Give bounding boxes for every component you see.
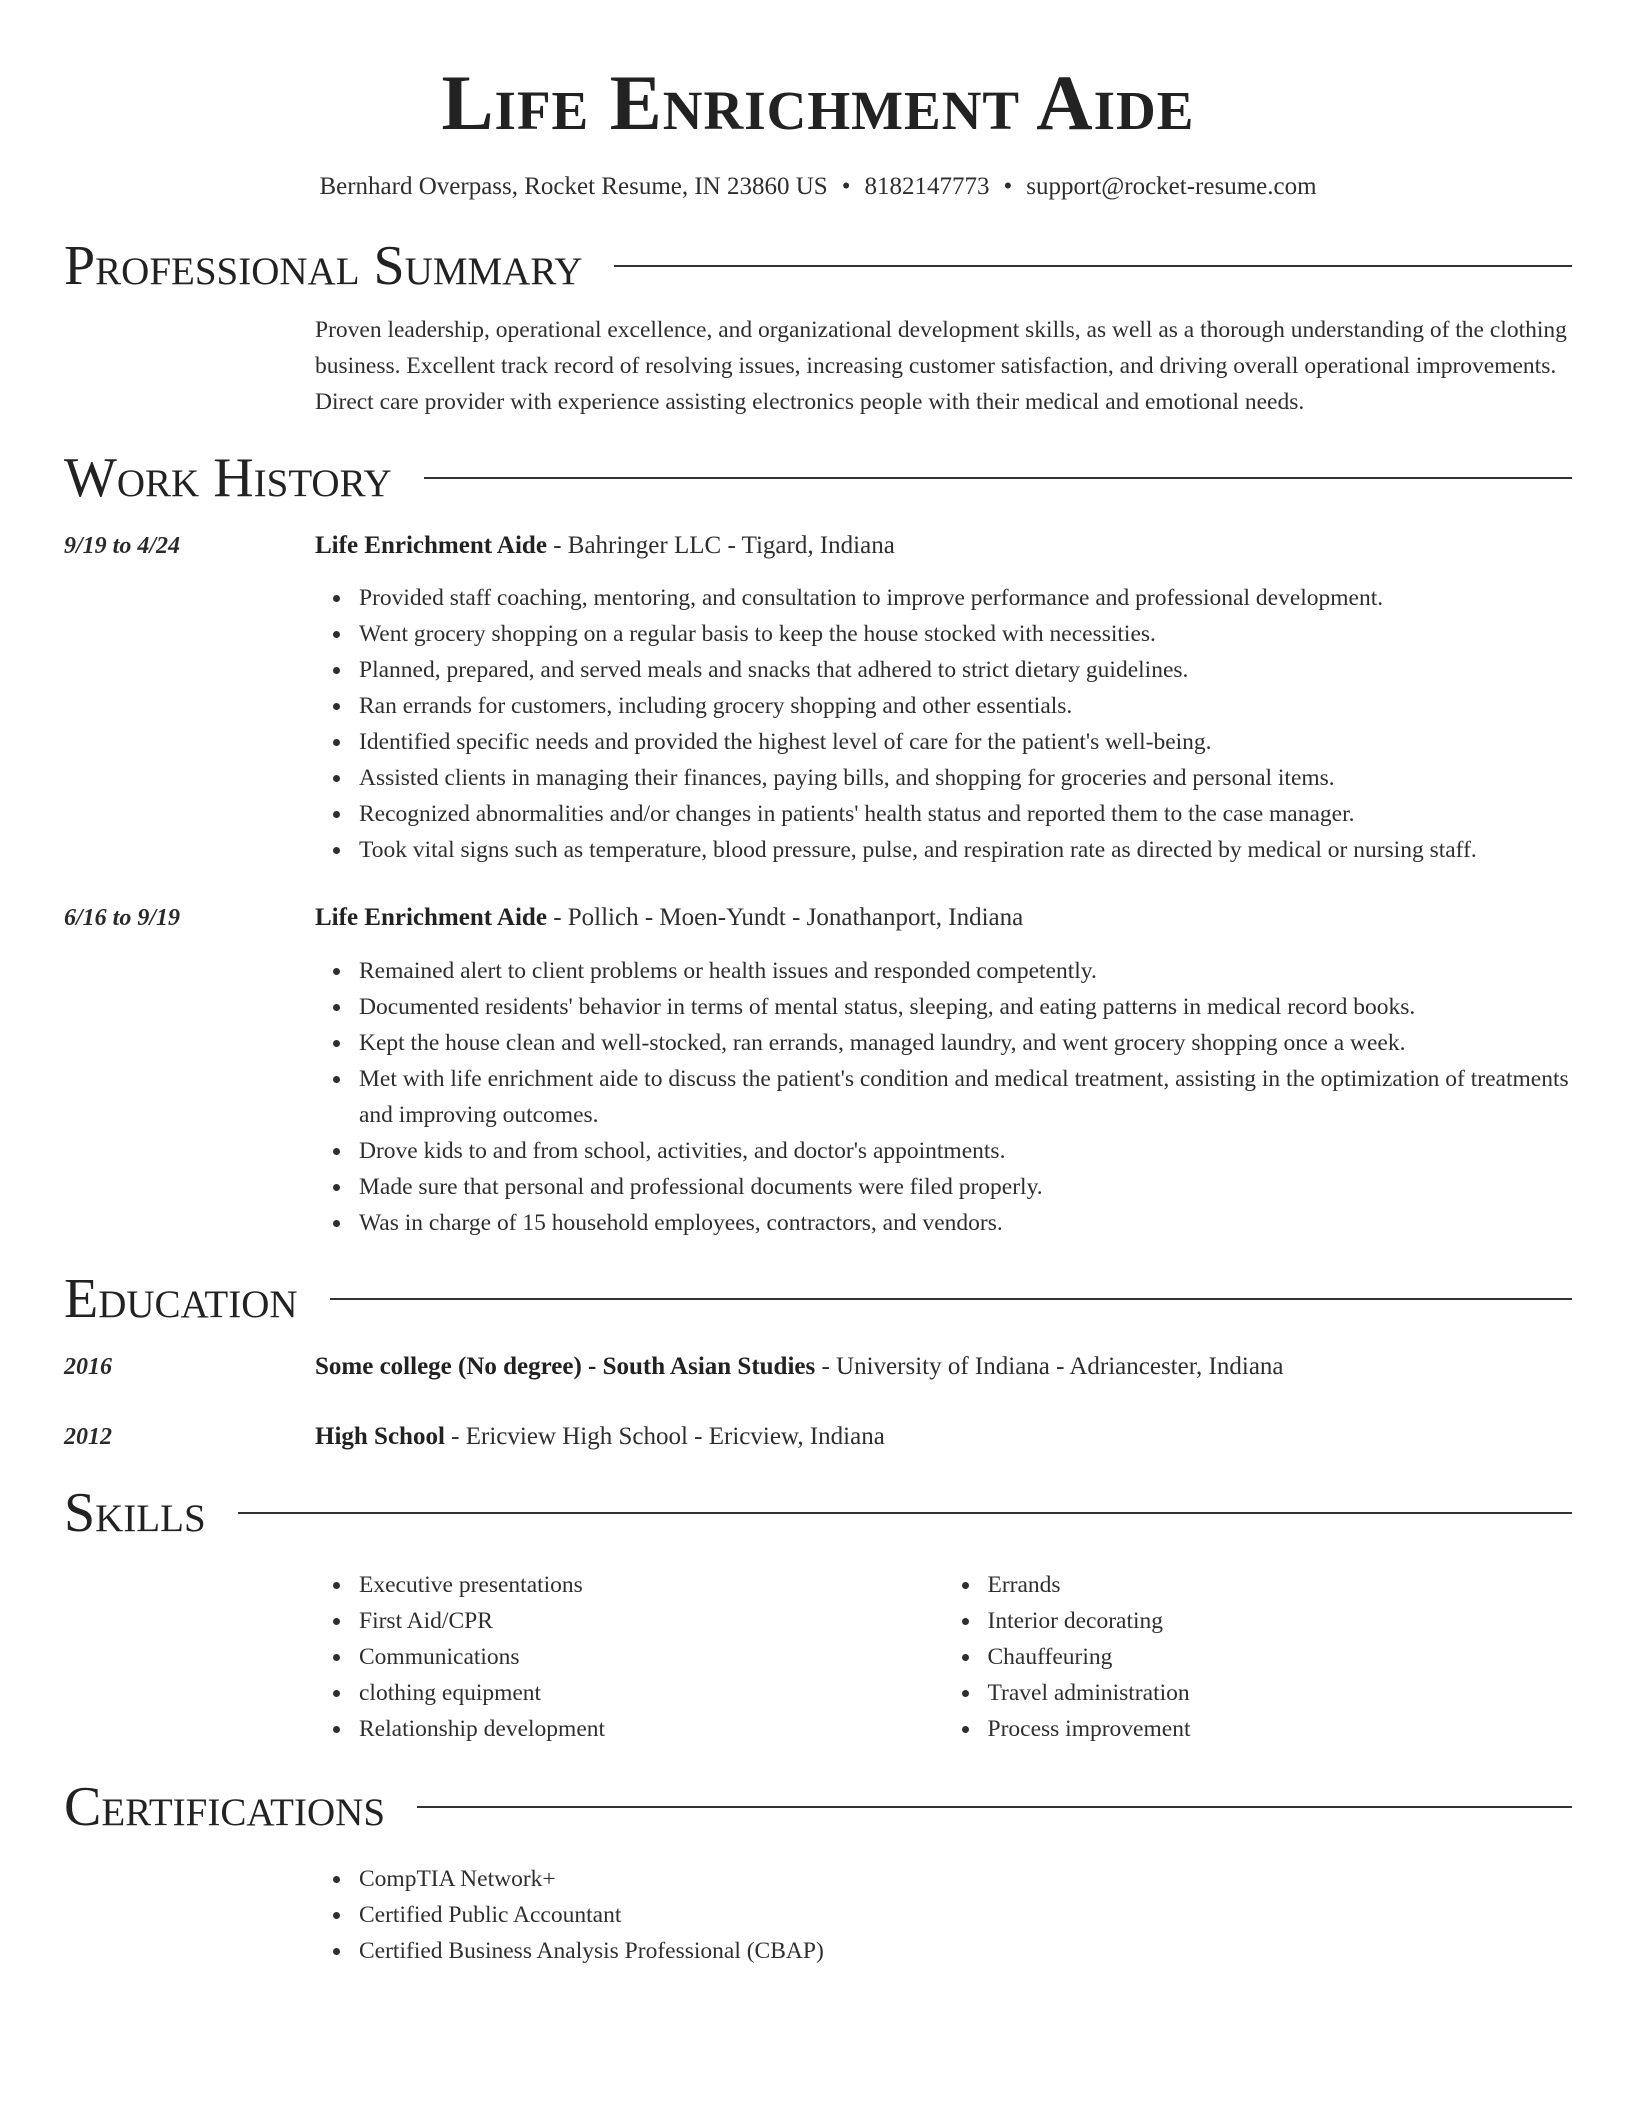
job-dates: 9/19 to 4/24 bbox=[64, 533, 181, 559]
job-entry bbox=[64, 528, 1572, 868]
list-item: Identified specific needs and provided the highest level of care for the patient's well-being. bbox=[359, 724, 1572, 760]
certifications-block bbox=[315, 1861, 1572, 1969]
job-details: - Pollich - Moen-Yundt - Jonathanport, Indiana bbox=[546, 904, 1024, 931]
education-degree: Some college (No degree) - South Asian Studies bbox=[315, 1353, 816, 1380]
list-item: Recognized abnormalities and/or changes in patients' health status and reported them to the case manager. bbox=[359, 796, 1572, 832]
list-item: Met with life enrichment aide to discuss the patient's condition and medical treatment, assisting in the optimization of treatments and improving outcomes. bbox=[359, 1061, 1572, 1133]
section-divider bbox=[330, 1298, 1572, 1300]
section-divider bbox=[614, 265, 1572, 267]
job-title-line bbox=[315, 900, 1572, 936]
education-degree: High School bbox=[315, 1423, 445, 1450]
job-entry bbox=[64, 900, 1572, 1241]
education-section-header bbox=[64, 1267, 1572, 1331]
list-item: Went grocery shopping on a regular basis to keep the house stocked with necessities. bbox=[359, 616, 1572, 652]
list-item: Made sure that personal and professional documents were filed properly. bbox=[359, 1169, 1572, 1205]
education-details: - Ericview High School - Ericview, Indiana bbox=[444, 1423, 885, 1450]
job-details: - Bahringer LLC - Tigard, Indiana bbox=[546, 532, 895, 559]
list-item: Drove kids to and from school, activities, and doctor's appointments. bbox=[359, 1133, 1572, 1169]
certification-item: CompTIA Network+ bbox=[359, 1861, 1572, 1897]
list-item: Provided staff coaching, mentoring, and consultation to improve performance and professional development. bbox=[359, 580, 1572, 616]
list-item: Ran errands for customers, including grocery shopping and other essentials. bbox=[359, 688, 1572, 724]
skill-item: Relationship development bbox=[359, 1711, 944, 1747]
education-details: - University of Indiana - Adriancester, Indiana bbox=[815, 1353, 1284, 1380]
education-line bbox=[315, 1349, 1284, 1385]
summary-heading: Professional Summary bbox=[64, 235, 583, 297]
summary-text: Proven leadership, operational excellence, and organizational development skills, as well as a thorough understanding of the clothing business. Excellent track record of resolving issues, increasing customer satisfaction, and driving overall operational improvements. Direct care provider with experience assisting electronics people with their medical and emotional needs. bbox=[315, 317, 1567, 415]
contact-separator: • bbox=[1003, 173, 1013, 200]
education-year: 2016 bbox=[64, 1354, 112, 1380]
resume-name: Life Enrichment Aide bbox=[441, 59, 1195, 146]
contact-line bbox=[64, 170, 1572, 204]
job-bullets bbox=[315, 580, 1572, 868]
list-item: Documented residents' behavior in terms of mental status, sleeping, and eating patterns in medical record books. bbox=[359, 989, 1572, 1025]
section-divider bbox=[417, 1806, 1572, 1808]
contact-separator: • bbox=[841, 173, 851, 200]
work-heading: Work History bbox=[64, 447, 392, 509]
resume-page bbox=[64, 0, 1572, 1969]
contact-address: Bernhard Overpass, Rocket Resume, IN 23860 US bbox=[319, 173, 828, 200]
summary-section-header bbox=[64, 234, 1572, 298]
job-title: Life Enrichment Aide bbox=[315, 904, 547, 931]
list-item: Planned, prepared, and served meals and snacks that adhered to strict dietary guidelines. bbox=[359, 652, 1572, 688]
job-title: Life Enrichment Aide bbox=[315, 532, 547, 559]
skill-item: clothing equipment bbox=[359, 1675, 944, 1711]
certifications-section-header bbox=[64, 1775, 1572, 1839]
education-line bbox=[315, 1419, 885, 1455]
education-entry bbox=[64, 1349, 1572, 1385]
education-heading: Education bbox=[64, 1268, 298, 1330]
list-item: Was in charge of 15 household employees, contractors, and vendors. bbox=[359, 1205, 1572, 1241]
list-item: Remained alert to client problems or health issues and responded competently. bbox=[359, 953, 1572, 989]
skill-item: Interior decorating bbox=[988, 1603, 1573, 1639]
certification-item: Certified Business Analysis Professional (CBAP) bbox=[359, 1933, 1572, 1969]
work-section-header bbox=[64, 446, 1572, 510]
job-dates: 6/16 to 9/19 bbox=[64, 905, 181, 931]
list-item: Took vital signs such as temperature, blood pressure, pulse, and respiration rate as directed by medical or nursing staff. bbox=[359, 832, 1572, 868]
skills-section-header bbox=[64, 1481, 1572, 1545]
list-item: Kept the house clean and well-stocked, ran errands, managed laundry, and went grocery shopping once a week. bbox=[359, 1025, 1572, 1061]
skill-item: Travel administration bbox=[988, 1675, 1573, 1711]
job-bullets bbox=[315, 953, 1572, 1241]
skill-item: Errands bbox=[988, 1567, 1573, 1603]
section-divider bbox=[238, 1512, 1572, 1514]
skill-item: First Aid/CPR bbox=[359, 1603, 944, 1639]
skill-item: Process improvement bbox=[988, 1711, 1573, 1747]
skills-grid bbox=[315, 1567, 1572, 1747]
section-divider bbox=[424, 477, 1572, 479]
job-title-line bbox=[315, 528, 1572, 564]
skills-list-left bbox=[315, 1567, 944, 1747]
contact-phone: 8182147773 bbox=[864, 173, 990, 200]
certifications-heading: Certifications bbox=[64, 1776, 386, 1838]
skill-item: Communications bbox=[359, 1639, 944, 1675]
contact-email: support@rocket-resume.com bbox=[1026, 173, 1317, 200]
skills-heading: Skills bbox=[64, 1482, 206, 1544]
certification-item: Certified Public Accountant bbox=[359, 1897, 1572, 1933]
education-year: 2012 bbox=[64, 1424, 112, 1450]
job-body bbox=[315, 528, 1572, 868]
education-entry bbox=[64, 1419, 1572, 1455]
list-item: Assisted clients in managing their finances, paying bills, and shopping for groceries and personal items. bbox=[359, 760, 1572, 796]
certifications-list bbox=[315, 1861, 1572, 1969]
skill-item: Chauffeuring bbox=[988, 1639, 1573, 1675]
job-body bbox=[315, 900, 1572, 1241]
skill-item: Executive presentations bbox=[359, 1567, 944, 1603]
skills-list-right bbox=[944, 1567, 1573, 1747]
